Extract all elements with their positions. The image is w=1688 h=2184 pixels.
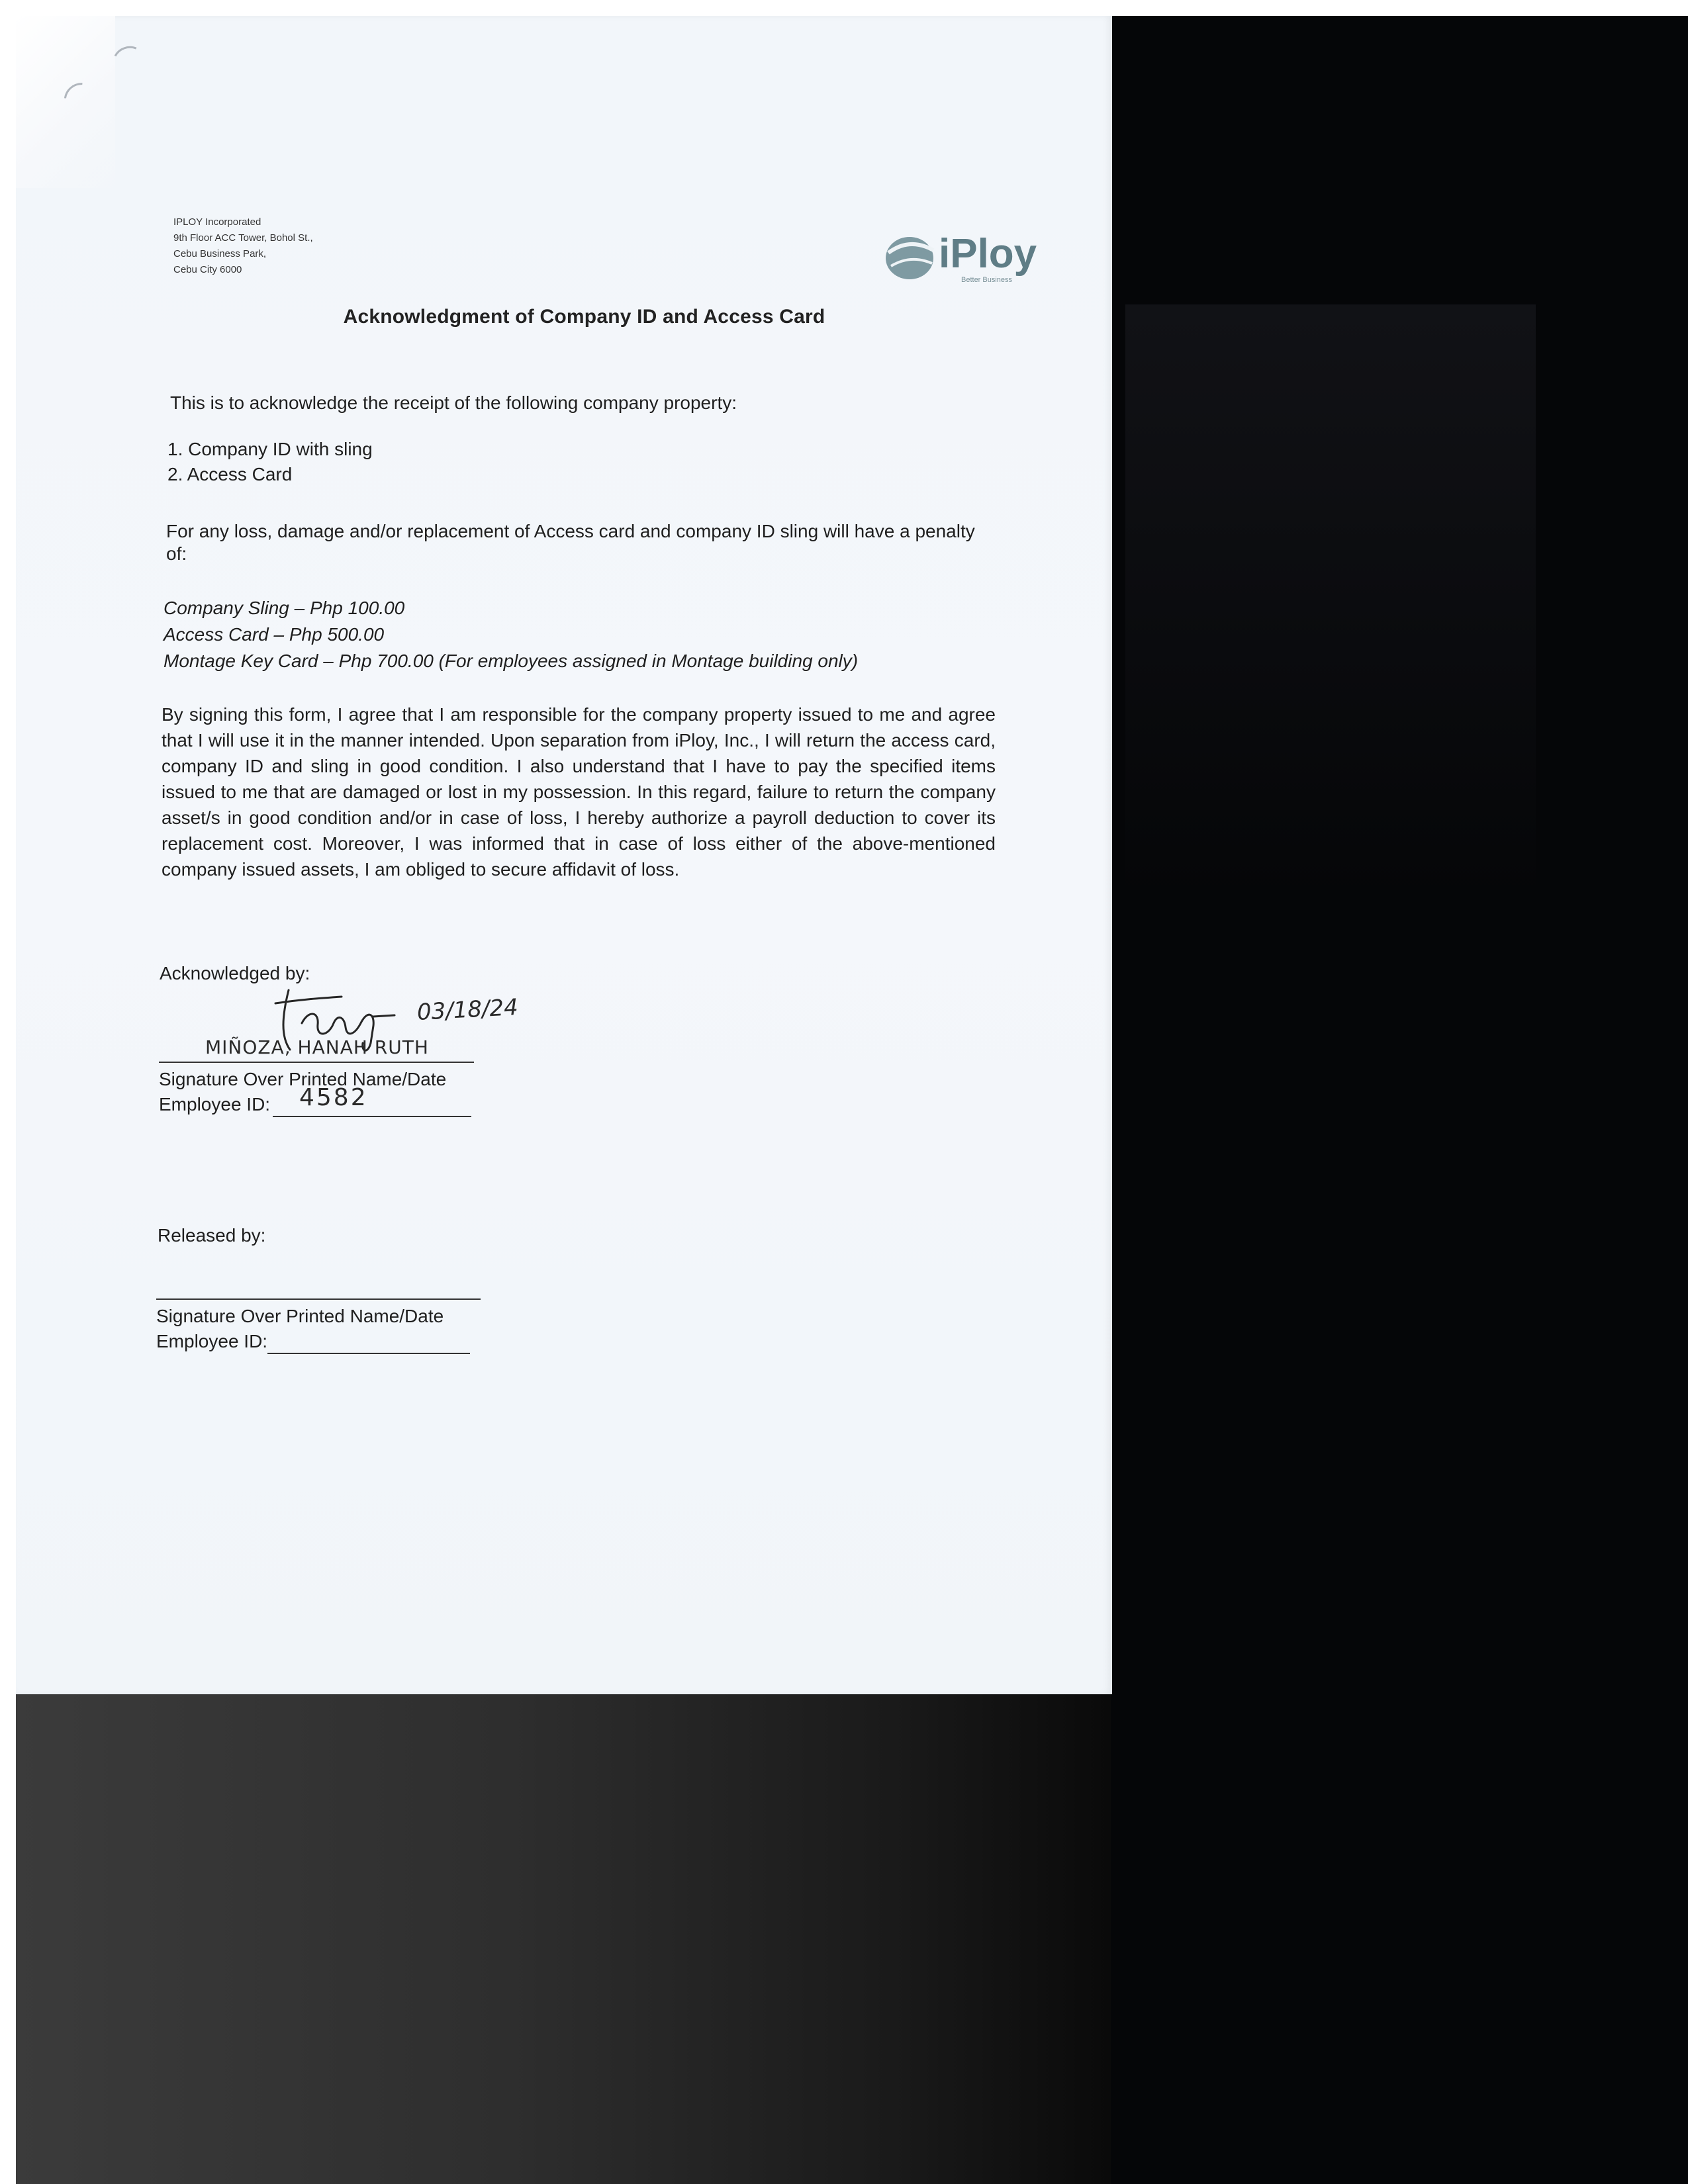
address-line: 9th Floor ACC Tower, Bohol St., xyxy=(173,232,313,244)
list-item: 2. Access Card xyxy=(167,464,293,484)
signature-caption: Signature Over Printed Name/Date xyxy=(156,1306,444,1326)
penalty-intro: of: xyxy=(166,543,187,564)
iploy-logo xyxy=(880,224,1059,290)
address-line: Cebu City 6000 xyxy=(173,264,242,275)
handwritten-date: 03/18/24 xyxy=(416,994,519,1026)
intro-text: This is to acknowledge the receipt of the following company property: xyxy=(170,392,737,413)
penalty-item: Company Sling – Php 100.00 xyxy=(164,598,405,618)
company-address xyxy=(173,214,313,278)
signature-line xyxy=(156,1298,481,1300)
scanner-background-bottom xyxy=(16,1681,1111,2184)
released-label: Released by: xyxy=(158,1225,266,1246)
penalty-item: Access Card – Php 500.00 xyxy=(164,624,385,645)
handwritten-employee-id: 4582 xyxy=(299,1084,368,1111)
address-line: Cebu Business Park, xyxy=(173,248,267,259)
employee-id-line xyxy=(267,1353,470,1354)
logo-text: iPloy xyxy=(939,231,1037,277)
signature-caption: Signature Over Printed Name/Date xyxy=(159,1069,447,1089)
employee-id-label: Employee ID: xyxy=(159,1094,271,1115)
agreement-paragraph: By signing this form, I agree that I am responsible for the company property issued to me and agree that I will use it in the manner intended. Upon separation from iPloy, Inc., I will return the access card, company ID and sling in good condition. I also understand that I have to pay the specified items issued to me that are damaged or lost in my possession. In this regard, failure to return the company asset/s in good condition and/or in case of loss, I hereby authorize a payroll deduction to cover its replacement cost. Moreover, I was informed that in case of loss either of the above-mentioned company issued assets, I am obliged to secure affidavit of loss. xyxy=(162,704,996,880)
logo-tagline: Better Business xyxy=(961,276,1013,284)
signature-line xyxy=(159,1062,474,1063)
document-title: Acknowledgment of Company ID and Access Card xyxy=(343,306,825,328)
employee-id-line xyxy=(273,1116,471,1117)
list-item: 1. Company ID with sling xyxy=(167,439,373,459)
penalty-intro: For any loss, damage and/or replacement of Access card and company ID sling will have a penalty xyxy=(166,521,975,541)
acknowledged-label: Acknowledged by: xyxy=(160,963,310,983)
employee-id-label: Employee ID: xyxy=(156,1331,268,1351)
handwritten-name: MIÑOZA, HANAH RUTH xyxy=(205,1036,429,1058)
penalty-item: Montage Key Card – Php 700.00 (For employees assigned in Montage building only) xyxy=(164,651,859,671)
address-line: IPLOY Incorporated xyxy=(173,216,261,228)
scanner-shadow xyxy=(1125,304,1536,900)
